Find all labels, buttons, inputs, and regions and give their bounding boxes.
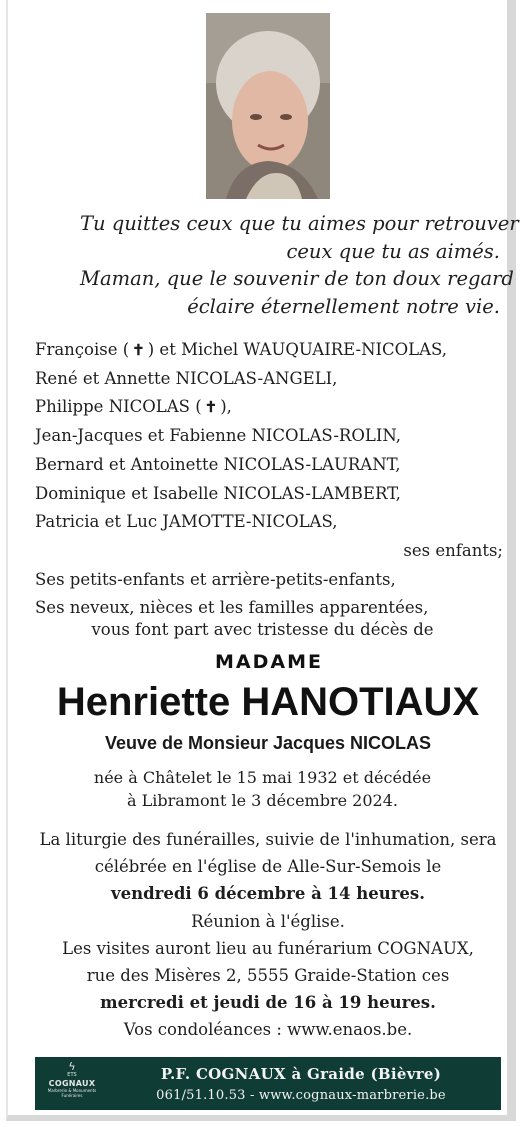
children-label: ses enfants;	[403, 540, 503, 560]
birth-death-line: née à Châtelet le 15 mai 1932 et décédée	[93, 768, 432, 787]
visits-line: Les visites auront lieu au funérarium COGNAUX,	[62, 938, 474, 958]
birth-death-line: à Libramont le 3 décembre 2024.	[127, 791, 398, 810]
logo-mark-icon: ϟ	[68, 1060, 76, 1073]
family-list	[35, 336, 503, 623]
family-text: ) et Michel WAUQUAIRE-NICOLAS,	[147, 340, 448, 359]
condolences-line: Vos condoléances : www.enaos.be.	[123, 1020, 413, 1040]
family-line	[35, 393, 503, 422]
service-line: La liturgie des funérailles, suivie de l'inhumation, sera	[39, 830, 497, 849]
service-date-time: vendredi 6 décembre à 14 heures.	[111, 884, 425, 904]
announcement-text: vous font part avec tristesse du décès de	[91, 620, 434, 639]
family-text: Françoise (	[35, 340, 130, 359]
visits-line: rue des Misères 2, 5555 Graide-Station ces	[86, 966, 450, 986]
family-text: Philippe NICOLAS (	[35, 397, 202, 417]
family-line: Jean-Jacques et Fabienne NICOLAS-ROLIN,	[35, 426, 401, 446]
quote-line: éclaire éternellement notre vie.	[187, 294, 500, 318]
funeral-home-banner	[35, 1057, 501, 1110]
memorial-quote	[80, 210, 519, 320]
logo-brand: COGNAUX	[48, 1079, 96, 1088]
logo-ets: ETS	[67, 1072, 77, 1078]
family-line	[35, 336, 503, 365]
funeral-details	[0, 826, 525, 1044]
quote-line: ceux que tu as aimés.	[286, 239, 500, 263]
deceased-name: Henriette HANOTIAUX	[56, 680, 480, 724]
quote-line: Tu quittes ceux que tu aimes pour retrouver	[80, 212, 519, 235]
visits-time: mercredi et jeudi de 16 à 19 heures.	[100, 993, 436, 1013]
family-line: Ses petits-enfants et arrière-petits-enfants,	[35, 569, 396, 589]
funeral-home-name: P.F. COGNAUX à Graide (Bièvre)	[160, 1065, 442, 1083]
family-line: Ses neveux, nièces et les familles apparentées,	[35, 598, 429, 618]
family-line: Bernard et Antoinette NICOLAS-LAURANT,	[35, 454, 401, 474]
widow-of: Veuve de Monsieur Jacques NICOLAS	[104, 733, 432, 753]
funeral-home-contact: 061/51.10.53 - www.cognaux-marbrerie.be	[156, 1088, 446, 1103]
cross-icon: ✝	[132, 341, 145, 359]
meeting-place: Réunion à l'église.	[191, 911, 345, 931]
family-line: Patricia et Luc JAMOTTE-NICOLAS,	[35, 512, 338, 532]
service-line: célébrée en l'église de Alle-Sur-Semois le	[94, 857, 442, 877]
family-text: ),	[220, 397, 232, 417]
portrait-photo	[206, 13, 330, 199]
family-line: Dominique et Isabelle NICOLAS-LAMBERT,	[35, 483, 401, 503]
logo-subtitle: Marbrerie & Monuments Funéraires	[47, 1088, 97, 1098]
birth-death-info	[0, 766, 525, 812]
family-line: René et Annette NICOLAS-ANGELI,	[35, 368, 338, 388]
cognaux-logo	[41, 1061, 103, 1106]
title-madame: MADAME	[215, 651, 323, 673]
quote-line: Maman, que le souvenir de ton doux regard	[80, 267, 514, 290]
cross-icon: ✝	[204, 398, 218, 417]
